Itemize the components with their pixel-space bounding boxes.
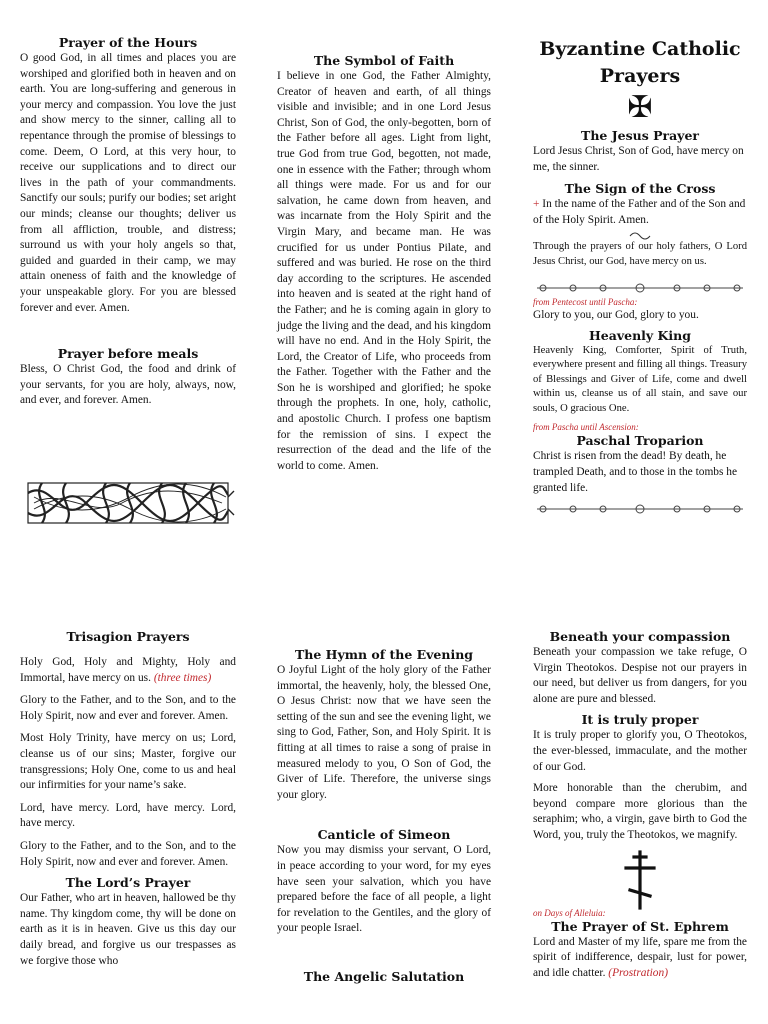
heading-prayer-before-meals: Prayer before meals [57, 346, 199, 362]
heading-heavenly-king: Heavenly King [589, 327, 691, 343]
sign-of-cross-paragraph [533, 197, 747, 228]
sign-of-cross-text: In the name of the Father and of the Son and of the Holy Spirit. Amen. [533, 198, 746, 226]
note-pascha-until-ascension: from Pascha until Ascension: [533, 422, 639, 433]
small-flourish-divider [533, 230, 747, 240]
heading-prayer-of-hours: Prayer of the Hours [58, 35, 198, 50]
byzantine-cross-icon: ✠ [627, 91, 653, 124]
lords-prayer-text: Our Father, who art in heaven, hallowed be thy name. Thy kingdom come, thy will be done on earth as it is in heaven. Give us this day our daily bread, and forgive us our trespasses as we forgive those who [20, 892, 236, 967]
trisagion-paragraph-1 [20, 655, 236, 686]
prayer-before-meals-text: Bless, O Christ God, the food and drink of your servants, for you are holy, always, now, and ever, and forever. Amen. [20, 363, 236, 407]
document-title-line-1: Byzantine Catholic [539, 38, 741, 60]
hymn-of-evening-text: O Joyful Light of the holy glory of the Father immortal, the heavenly, holy, the blessed One, O Jesus Christ: now that we have seen the setting of the sun and see the evening light, we sing to God, Father, Son, and Holy Spirit. It is fitting at all times to raise a song of praise in measured melody to you, O Son of God, the Giver of Life. Therefore, the universe sings your glory. [277, 664, 491, 801]
trisagion-paragraph-3: Most Holy Trinity, have mercy on us; Lord, cleanse us of our sins; Master, forgive our transgressions; Holy One, come to us and heal our infirmities for your name’s sake. [20, 732, 236, 792]
red-cross-mark: + [533, 198, 540, 211]
heading-sign-of-cross: The Sign of the Cross [564, 181, 716, 197]
beneath-your-compassion-text: Beneath your compassion we take refuge, O Virgin Theotokos. Despise not our prayers in our need, but deliver us from dangers, for you alone are pure and blessed. [533, 646, 747, 705]
note-pentecost-until-pascha: from Pentecost until Pascha: [533, 297, 638, 308]
heading-it-is-truly-proper: It is truly proper [581, 712, 699, 728]
truly-proper-paragraph-2: More honorable than the cherubim, and beyond compare more glorious than the seraphim; who, a virgin, gave birth to God the Word, you, truly the Theotokos, we magnify. [533, 782, 747, 841]
canticle-of-simeon-text: Now you may dismiss your servant, O Lord, in peace according to your word, for my eyes have seen your salvation, which you have prepared before the face of all people, a light for revelation to the Gentiles, and the glory of your people Israel. [277, 844, 491, 935]
trisagion-text-1: Holy God, Holy and Mighty, Holy and Immortal, have mercy on us. [20, 656, 236, 684]
truly-proper-paragraph-1: It is truly proper to glorify you, O Theotokos, the ever-blessed, immaculate, and the mother of our God. [533, 729, 747, 773]
knotwork-ornament [22, 477, 238, 529]
note-days-of-alleluia: on Days of Alleluia: [533, 907, 606, 918]
three-times-note: (three times) [153, 671, 212, 684]
glory-to-you-text: Glory to you, our God, glory to you. [533, 309, 699, 322]
bottom-col-2 [277, 647, 491, 985]
heading-paschal-troparion: Paschal Troparion [576, 433, 704, 449]
top-col-2 [277, 53, 491, 474]
heading-beneath-your-compassion: Beneath your compassion [549, 629, 731, 644]
heading-lords-prayer: The Lord’s Prayer [65, 875, 191, 891]
prayer-of-st-ephrem-text: Lord and Master of my life, spare me from the spirit of indifference, despair, lust for power, and idle chatter. [533, 935, 747, 979]
trisagion-paragraph-2: Glory to the Father, and to the Son, and to the Holy Spirit, now and ever and forever. Amen. [20, 694, 236, 722]
prostration-note: (Prostration) [608, 966, 668, 979]
bottom-col-3 [533, 629, 747, 981]
prayers-of-fathers-text: Through the prayers of our holy fathers, O Lord Jesus Christ, our God, have mercy on us. [533, 241, 747, 267]
prayer-of-hours-text: O good God, in all times and places you are worshiped and glorified both in heaven and on earth. You are long-suffering and generous in your mercy and compassion. You love the just and show mercy to the sinner, calling all to repentance through the promise of blessings to come. Deem, O Lord, at this very hour, to receive our supplications and to direct our lives in the path of your commandments. Sanctify our souls; purify our bodies; set aright our minds; cleanse our thoughts; deliver us from all affliction, trouble, and distress; surround us with your holy angels so that, guided and guarded in their camp, we may attain oneness of faith and the knowledge of your unspeakable glory. For you are blessed forever and ever. Amen. [20, 52, 236, 314]
paschal-troparion-text: Christ is risen from the dead! By death, he trampled Death, and to those in the tombs he granted life. [533, 450, 738, 494]
heading-symbol-of-faith: The Symbol of Faith [313, 53, 455, 68]
document-title-line-2: Prayers [599, 65, 681, 87]
prayer-of-st-ephrem-paragraph [533, 935, 747, 982]
trisagion-paragraph-4: Lord, have mercy. Lord, have mercy. Lord, have mercy. [20, 801, 236, 830]
jesus-prayer-text: Lord Jesus Christ, Son of God, have mercy on me, the sinner. [533, 145, 744, 173]
heading-hymn-of-evening: The Hymn of the Evening [294, 647, 474, 662]
trisagion-paragraph-5: Glory to the Father, and to the Son, and to the Holy Spirit, now and ever and forever. Amen. [20, 839, 236, 868]
ornamental-divider-2 [533, 502, 747, 516]
ornamental-divider [533, 281, 747, 295]
orthodox-cross-icon [533, 848, 747, 910]
bottom-col-1 [20, 629, 236, 969]
heading-angelic-salutation: The Angelic Salutation [303, 968, 465, 984]
top-col-3 [533, 36, 747, 516]
symbol-of-faith-text: I believe in one God, the Father Almighty, Creator of heaven and earth, of all things visible and invisible; and in one Lord Jesus Christ, Son of God, the only-begotten, born of the Father before all ages. Light from light, true God from true God, begotten, not made, one in essence with the Father; through whom all things were made. For us and for our salvation, he came down from heaven, and was incarnate from the Holy Spirit and the Virgin Mary, and became man. He was crucified for us under Pontius Pilate, and suffered and was buried. He rose on the third day according to the scriptures. He ascended into heaven and is seated at the right hand of the Father; and he is coming again in glory to judge the living and the dead, and his kingdom will have no end. And in the Holy Spirit, the Lord, the Creator of Life, who proceeds from the Father. Together with the Father and the Son he is worshiped and glorified; he spoke through the prophets. In one, holy, catholic, and apostolic Church. I profess one baptism for the remission of sins. I expect the resurrection of the dead and the life of the world to come. Amen. [277, 70, 491, 472]
heading-trisagion: Trisagion Prayers [66, 629, 190, 644]
heading-canticle-of-simeon: Canticle of Simeon [317, 827, 451, 843]
heavenly-king-text: Heavenly King, Comforter, Spirit of Truth, everywhere present and filling all things. Treasury of Blessings and Giver of Life, come and dwell within us, cleanse us of all stain, and save our souls, O gracious One. [533, 344, 747, 414]
top-col-1 [20, 35, 236, 409]
heading-jesus-prayer: The Jesus Prayer [581, 128, 699, 143]
heading-prayer-of-st-ephrem: The Prayer of St. Ephrem [551, 918, 729, 934]
